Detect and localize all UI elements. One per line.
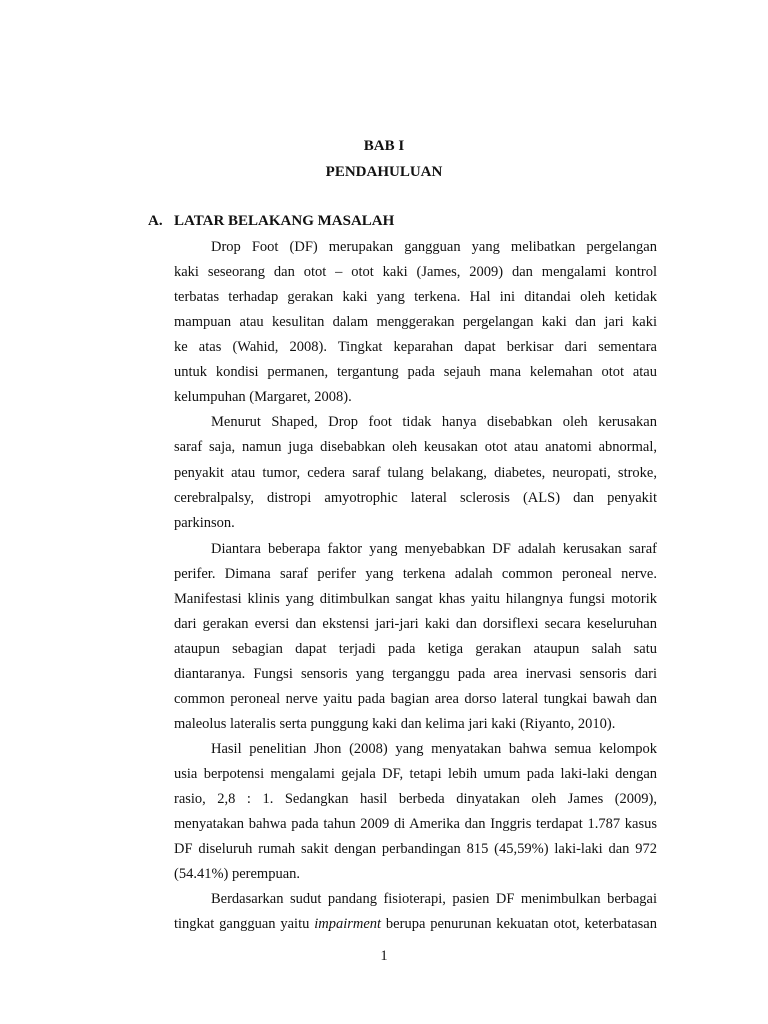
paragraph-line: DF diseluruh rumah sakit dengan perbandingan 815 (45,59%) laki-laki dan 972 bbox=[174, 841, 657, 857]
paragraph-line: penyakit atau tumor, cedera saraf tulang belakang, diabetes, neuropati, stroke, bbox=[174, 465, 657, 481]
section-number: A. bbox=[148, 213, 163, 229]
paragraph-line: Diantara beberapa faktor yang menyebabkan DF adalah kerusakan saraf bbox=[211, 541, 657, 557]
paragraph-line: diantaranya. Fungsi sensoris yang terganggu pada area inervasi sensoris dari bbox=[174, 666, 657, 682]
paragraph-line: menyatakan bahwa pada tahun 2009 di Amerika dan Inggris terdapat 1.787 kasus bbox=[174, 816, 657, 832]
paragraph-line: parkinson. bbox=[174, 515, 235, 531]
paragraph-line: perifer. Dimana saraf perifer yang terkena adalah common peroneal nerve. bbox=[174, 566, 657, 582]
paragraph-line: ataupun sebagian dapat terjadi pada ketiga gerakan ataupun salah satu bbox=[174, 641, 657, 657]
section-heading bbox=[148, 212, 394, 230]
paragraph-line: ke atas (Wahid, 2008). Tingkat keparahan dapat berkisar dari sementara bbox=[174, 339, 657, 355]
line-text: berupa penurunan kekuatan otot, keterbatasan bbox=[381, 916, 657, 932]
paragraph-line: Drop Foot (DF) merupakan gangguan yang melibatkan pergelangan bbox=[211, 239, 657, 255]
paragraph-line: Manifestasi klinis yang ditimbulkan sangat khas yaitu hilangnya fungsi motorik bbox=[174, 591, 657, 607]
italic-term: impairment bbox=[314, 916, 382, 932]
paragraph-line: maleolus lateralis serta punggung kaki dan kelima jari kaki (Riyanto, 2010). bbox=[174, 716, 616, 732]
paragraph-line: Menurut Shaped, Drop foot tidak hanya disebabkan oleh kerusakan bbox=[211, 414, 657, 430]
paragraph-line: saraf saja, namun juga disebabkan oleh keusakan otot atau anatomi abnormal, bbox=[174, 439, 657, 455]
paragraph-line: kelumpuhan (Margaret, 2008). bbox=[174, 389, 352, 405]
chapter-number: BAB I bbox=[363, 138, 405, 154]
paragraph-line bbox=[174, 915, 657, 933]
paragraph-line: dari gerakan eversi dan ekstensi jari-jari kaki dan dorsiflexi secara keseluruhan bbox=[174, 616, 657, 632]
paragraph-line: untuk kondisi permanen, tergantung pada sejauh mana kelemahan otot atau bbox=[174, 364, 657, 380]
paragraph-line: kaki seseorang dan otot – otot kaki (James, 2009) dan mengalami kontrol bbox=[174, 264, 657, 280]
line-text: tingkat gangguan yaitu bbox=[174, 916, 315, 932]
paragraph-line: rasio, 2,8 : 1. Sedangkan hasil berbeda dinyatakan oleh James (2009), bbox=[174, 791, 657, 807]
section-title: LATAR BELAKANG MASALAH bbox=[174, 213, 395, 229]
paragraph-line: (54.41%) perempuan. bbox=[174, 866, 301, 882]
chapter-title: PENDAHULUAN bbox=[325, 164, 443, 180]
paragraph-line: common peroneal nerve yaitu pada bagian area dorso lateral tungkai bawah dan bbox=[174, 691, 657, 707]
paragraph-line: usia berpotensi mengalami gejala DF, tetapi lebih umum pada laki-laki dengan bbox=[174, 766, 657, 782]
page-number: 1 bbox=[380, 948, 388, 964]
paragraph-line: Hasil penelitian Jhon (2008) yang menyatakan bahwa semua kelompok bbox=[211, 741, 657, 757]
paragraph-line: terbatas terhadap gerakan kaki yang terkena. Hal ini ditandai oleh ketidak bbox=[174, 289, 657, 305]
paragraph-line: Berdasarkan sudut pandang fisioterapi, pasien DF menimbulkan berbagai bbox=[211, 891, 657, 907]
paragraph-line: cerebralpalsy, distropi amyotrophic lateral sclerosis (ALS) dan penyakit bbox=[174, 490, 657, 506]
paragraph-line: mampuan atau kesulitan dalam menggerakan pergelangan kaki dan jari kaki bbox=[174, 314, 657, 330]
